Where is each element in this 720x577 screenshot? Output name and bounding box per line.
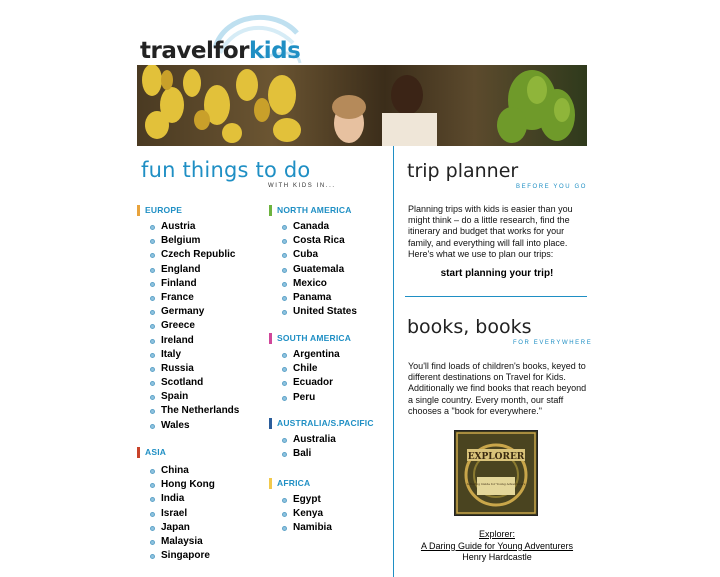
country-item[interactable] bbox=[137, 348, 239, 362]
bullet-icon bbox=[150, 469, 155, 474]
start-planning-link[interactable]: start planning your trip! bbox=[440, 268, 554, 279]
country-list bbox=[269, 348, 351, 405]
region-north-america bbox=[269, 203, 357, 319]
region-color-bar bbox=[269, 478, 272, 489]
book-title-link[interactable]: Explorer: bbox=[478, 529, 515, 539]
bullet-icon bbox=[150, 225, 155, 230]
country-link[interactable]: Austria bbox=[161, 221, 196, 232]
country-link[interactable]: Argentina bbox=[293, 349, 340, 360]
region-label: ASIA bbox=[145, 447, 167, 457]
country-link[interactable]: Costa Rica bbox=[293, 235, 345, 247]
bullet-icon bbox=[282, 225, 287, 230]
country-link[interactable]: Malaysia bbox=[161, 535, 203, 547]
country-item[interactable] bbox=[269, 391, 351, 405]
bullet-icon bbox=[150, 526, 155, 531]
site-logo[interactable] bbox=[140, 38, 300, 64]
book-caption bbox=[400, 529, 594, 564]
bullet-icon bbox=[282, 498, 287, 503]
country-list bbox=[137, 464, 215, 563]
country-link[interactable]: Guatemala bbox=[293, 263, 345, 275]
region-africa bbox=[269, 476, 332, 536]
country-item[interactable] bbox=[137, 464, 215, 478]
country-link[interactable]: Ecuador bbox=[293, 377, 334, 389]
country-item[interactable] bbox=[137, 419, 239, 433]
bullet-icon bbox=[150, 339, 155, 344]
country-link[interactable]: Hong Kong bbox=[161, 479, 215, 491]
country-item[interactable] bbox=[137, 507, 215, 521]
bullet-icon bbox=[150, 253, 155, 258]
country-item[interactable] bbox=[137, 390, 239, 404]
country-link[interactable]: Chile bbox=[293, 363, 318, 375]
bullet-icon bbox=[150, 424, 155, 429]
book-cover-title: EXPLORER bbox=[467, 452, 525, 462]
bullet-icon bbox=[150, 512, 155, 517]
country-list bbox=[269, 433, 374, 461]
book-cover-image[interactable] bbox=[454, 430, 538, 516]
country-link[interactable]: Kenya bbox=[293, 508, 324, 520]
region-color-bar bbox=[137, 447, 140, 458]
bullet-icon bbox=[150, 310, 155, 315]
country-item[interactable] bbox=[137, 376, 239, 390]
region-color-bar bbox=[269, 418, 272, 429]
country-item[interactable] bbox=[269, 248, 357, 262]
country-link[interactable]: Namibia bbox=[293, 522, 332, 534]
region-label: NORTH AMERICA bbox=[277, 205, 352, 215]
bullet-icon bbox=[282, 353, 287, 358]
country-item[interactable] bbox=[137, 334, 239, 348]
bullet-icon bbox=[282, 282, 287, 287]
country-list bbox=[269, 220, 357, 319]
country-item[interactable] bbox=[269, 447, 374, 461]
bullet-icon bbox=[150, 353, 155, 358]
bullet-icon bbox=[282, 367, 287, 372]
country-list bbox=[137, 220, 239, 433]
country-item[interactable] bbox=[269, 234, 357, 248]
book-author: Henry Hardcastle bbox=[462, 552, 532, 562]
bullet-icon bbox=[282, 512, 287, 517]
country-link[interactable]: Czech Republic bbox=[161, 249, 236, 261]
country-item[interactable] bbox=[269, 348, 351, 362]
trip-planner-text: Planning trips with kids is easier than you might think – do a little research, find the itinerary and budget that works for your family, and everything will fall into place. Here's what we use to plan our trips: bbox=[408, 204, 573, 259]
country-link[interactable]: Russia bbox=[161, 362, 194, 374]
country-item[interactable] bbox=[137, 263, 239, 277]
country-item[interactable] bbox=[137, 535, 215, 549]
book-subtitle-link[interactable]: A Daring Guide for Young Adventurers bbox=[420, 540, 574, 551]
country-link[interactable]: Canada bbox=[293, 221, 330, 232]
bullet-icon bbox=[282, 310, 287, 315]
books-subheading: FOR EVERYWHERE bbox=[513, 340, 593, 346]
country-link[interactable]: Japan bbox=[161, 521, 190, 533]
bullet-icon bbox=[150, 239, 155, 244]
logo-text-kids: kids bbox=[248, 38, 301, 64]
region-heading[interactable] bbox=[137, 203, 239, 217]
region-label: SOUTH AMERICA bbox=[277, 333, 352, 343]
bullet-icon bbox=[150, 268, 155, 273]
country-list bbox=[269, 493, 332, 536]
section-divider bbox=[405, 296, 587, 297]
country-item[interactable] bbox=[269, 362, 351, 376]
country-item[interactable] bbox=[269, 305, 357, 319]
country-item[interactable] bbox=[269, 521, 332, 535]
country-item[interactable] bbox=[137, 220, 239, 234]
bullet-icon bbox=[282, 239, 287, 244]
fun-things-heading: fun things to do bbox=[141, 158, 311, 182]
country-link[interactable]: China bbox=[161, 465, 189, 476]
country-link[interactable]: Cuba bbox=[293, 249, 318, 261]
country-item[interactable] bbox=[137, 319, 239, 333]
country-item[interactable] bbox=[137, 492, 215, 506]
region-heading[interactable] bbox=[137, 445, 215, 459]
country-item[interactable] bbox=[137, 404, 239, 418]
country-link[interactable]: Bali bbox=[293, 448, 312, 460]
header-banner-image bbox=[137, 65, 587, 146]
bullet-icon bbox=[282, 438, 287, 443]
bullet-icon bbox=[282, 253, 287, 258]
country-link[interactable]: Egypt bbox=[293, 494, 321, 505]
books-heading: books, books bbox=[407, 316, 532, 338]
country-item[interactable] bbox=[269, 263, 357, 277]
country-link[interactable]: England bbox=[161, 263, 201, 275]
region-color-bar bbox=[137, 205, 140, 216]
region-heading[interactable] bbox=[269, 203, 357, 217]
country-item[interactable] bbox=[137, 248, 239, 262]
book-cover-subtitle: A Daring Guide for Young Adventurers bbox=[466, 482, 526, 486]
bullet-icon bbox=[150, 324, 155, 329]
bullet-icon bbox=[150, 497, 155, 502]
country-item[interactable] bbox=[269, 433, 374, 447]
country-link[interactable]: Ireland bbox=[161, 334, 194, 346]
country-link[interactable]: Italy bbox=[161, 348, 182, 360]
region-label: AFRICA bbox=[277, 478, 311, 488]
region-label: EUROPE bbox=[145, 205, 183, 215]
country-item[interactable] bbox=[269, 493, 332, 507]
country-link[interactable]: Germany bbox=[161, 306, 205, 318]
country-item[interactable] bbox=[137, 277, 239, 291]
bullet-icon bbox=[282, 268, 287, 273]
country-item[interactable] bbox=[137, 234, 239, 248]
country-item[interactable] bbox=[269, 291, 357, 305]
country-link[interactable]: Finland bbox=[161, 277, 197, 289]
country-item[interactable] bbox=[137, 521, 215, 535]
country-item[interactable] bbox=[269, 277, 357, 291]
bullet-icon bbox=[150, 367, 155, 372]
region-europe bbox=[137, 203, 239, 433]
country-item[interactable] bbox=[137, 291, 239, 305]
fun-things-subheading: WITH KIDS IN... bbox=[268, 183, 336, 189]
bullet-icon bbox=[282, 526, 287, 531]
country-item[interactable] bbox=[137, 362, 239, 376]
country-item[interactable] bbox=[269, 507, 332, 521]
country-link[interactable]: Panama bbox=[293, 291, 332, 303]
bullet-icon bbox=[150, 395, 155, 400]
bullet-icon bbox=[282, 381, 287, 386]
bullet-icon bbox=[150, 381, 155, 386]
bullet-icon bbox=[282, 452, 287, 457]
country-item[interactable] bbox=[269, 220, 357, 234]
region-asia bbox=[137, 445, 215, 563]
bullet-icon bbox=[282, 296, 287, 301]
country-link[interactable]: Spain bbox=[161, 391, 189, 403]
region-australia-pacific bbox=[269, 416, 374, 461]
region-heading[interactable] bbox=[269, 476, 332, 490]
logo-text-travelfor: travelfor bbox=[140, 38, 249, 64]
bullet-icon bbox=[150, 296, 155, 301]
bullet-icon bbox=[150, 409, 155, 414]
country-link[interactable]: Wales bbox=[161, 419, 190, 431]
region-label: AUSTRALIA/S.PACIFIC bbox=[277, 418, 374, 428]
country-link[interactable]: Mexico bbox=[293, 277, 327, 289]
country-item[interactable] bbox=[269, 376, 351, 390]
country-link[interactable]: Scotland bbox=[161, 377, 204, 389]
country-link[interactable]: Singapore bbox=[161, 550, 210, 562]
region-color-bar bbox=[269, 333, 272, 344]
country-item[interactable] bbox=[137, 305, 239, 319]
country-link[interactable]: Greece bbox=[161, 320, 195, 332]
bullet-icon bbox=[150, 483, 155, 488]
bullet-icon bbox=[150, 554, 155, 559]
books-text: You'll find loads of children's books, keyed to different destinations on Travel for Kids. Additionally we find books that reach beyond a single country. Every month, our staff chooses a "book for everywhere." bbox=[408, 361, 587, 416]
trip-planner-subheading: BEFORE YOU GO bbox=[516, 184, 588, 190]
country-link[interactable]: India bbox=[161, 493, 185, 505]
trip-planner-heading: trip planner bbox=[407, 160, 519, 182]
country-link[interactable]: United States bbox=[293, 306, 357, 318]
column-divider bbox=[393, 146, 394, 577]
region-heading[interactable] bbox=[269, 416, 374, 430]
country-link[interactable]: Peru bbox=[293, 391, 316, 403]
region-heading[interactable] bbox=[269, 331, 351, 345]
bullet-icon bbox=[150, 540, 155, 545]
country-link[interactable]: Israel bbox=[161, 507, 188, 519]
region-color-bar bbox=[269, 205, 272, 216]
country-item[interactable] bbox=[137, 478, 215, 492]
country-item[interactable] bbox=[137, 549, 215, 563]
country-link[interactable]: Belgium bbox=[161, 235, 201, 247]
country-link[interactable]: Australia bbox=[293, 434, 336, 445]
bullet-icon bbox=[150, 282, 155, 287]
bullet-icon bbox=[282, 396, 287, 401]
country-link[interactable]: The Netherlands bbox=[161, 405, 240, 417]
book-cover-art bbox=[455, 431, 537, 515]
region-south-america bbox=[269, 331, 351, 405]
country-link[interactable]: France bbox=[161, 291, 194, 303]
